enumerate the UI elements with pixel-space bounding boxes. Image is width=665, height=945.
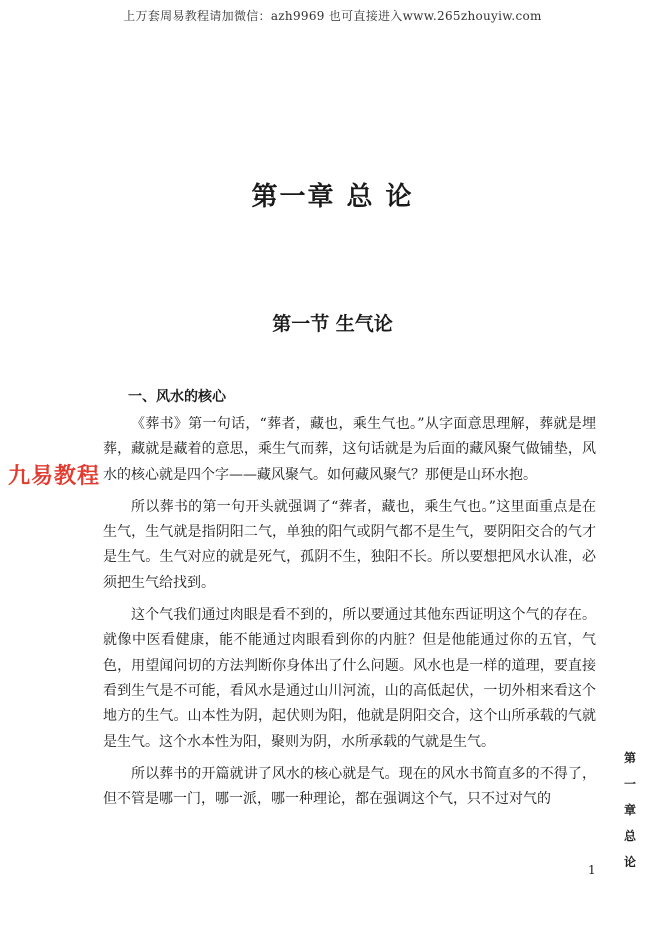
page-header-notice: 上万套周易教程请加微信：azh9969 也可直接进入www.265zhouyiw.com (123, 9, 542, 23)
side-label-char: 总 (623, 829, 636, 843)
chapter-side-label (620, 745, 640, 875)
page-number: 1 (588, 863, 596, 877)
paragraph: 《葬书》第一句话，“葬者，藏也，乘生气也。”从字面意思理解，葬就是埋葬，藏就是藏着的意思，乘生气而葬，这句话就是为后面的藏风聚气做铺垫，风水的核心就是四个字——藏风聚气。如何藏风聚气？那便是山环水抱。 (103, 416, 596, 483)
paragraph: 所以葬书的第一句开头就强调了“葬者，藏也，乘生气也。”这里面重点是在生气，生气就是指阴阳二气，单独的阳气或阴气都不是生气，要阴阳交合的气才是生气。生气对应的就是死气，孤阴不生，独阳不长。所以要想把风水认准，必须把生气给找到。 (103, 498, 596, 591)
side-label-char: 论 (623, 855, 636, 869)
section-title: 第一节 生气论 (272, 313, 393, 335)
paragraph: 这个气我们通过肉眼是看不到的，所以要通过其他东西证明这个气的存在。就像中医看健康，能不能通过肉眼看到你的内脏？但是他能通过你的五官，气色，用望闻问切的方法判断你身体出了什么问题。风水也是一样的道理，要直接看到生气是不可能，看风水是通过山川河流，山的高低起伏，一切外相来看这个地方的生气。山本性为阴，起伏则为阳，他就是阴阳交合，这个山所承载的气就是生气。这个水本性为阳，聚则为阴，水所承载的气就是生气。 (103, 607, 596, 750)
side-label-char: 一 (623, 777, 636, 791)
watermark-logo: 九易教程 (8, 459, 100, 490)
body-text (103, 412, 596, 819)
side-label-char: 章 (623, 803, 636, 817)
paragraph: 所以葬书的开篇就讲了风水的核心就是气。现在的风水书简直多的不得了，但不管是哪一门，哪一派，哪一种理论，都在强调这个气，只不过对气的 (103, 765, 596, 808)
subheading: 一、风水的核心 (128, 389, 226, 405)
chapter-title: 第一章 总 论 (251, 182, 414, 212)
side-label-char: 第 (623, 751, 636, 765)
